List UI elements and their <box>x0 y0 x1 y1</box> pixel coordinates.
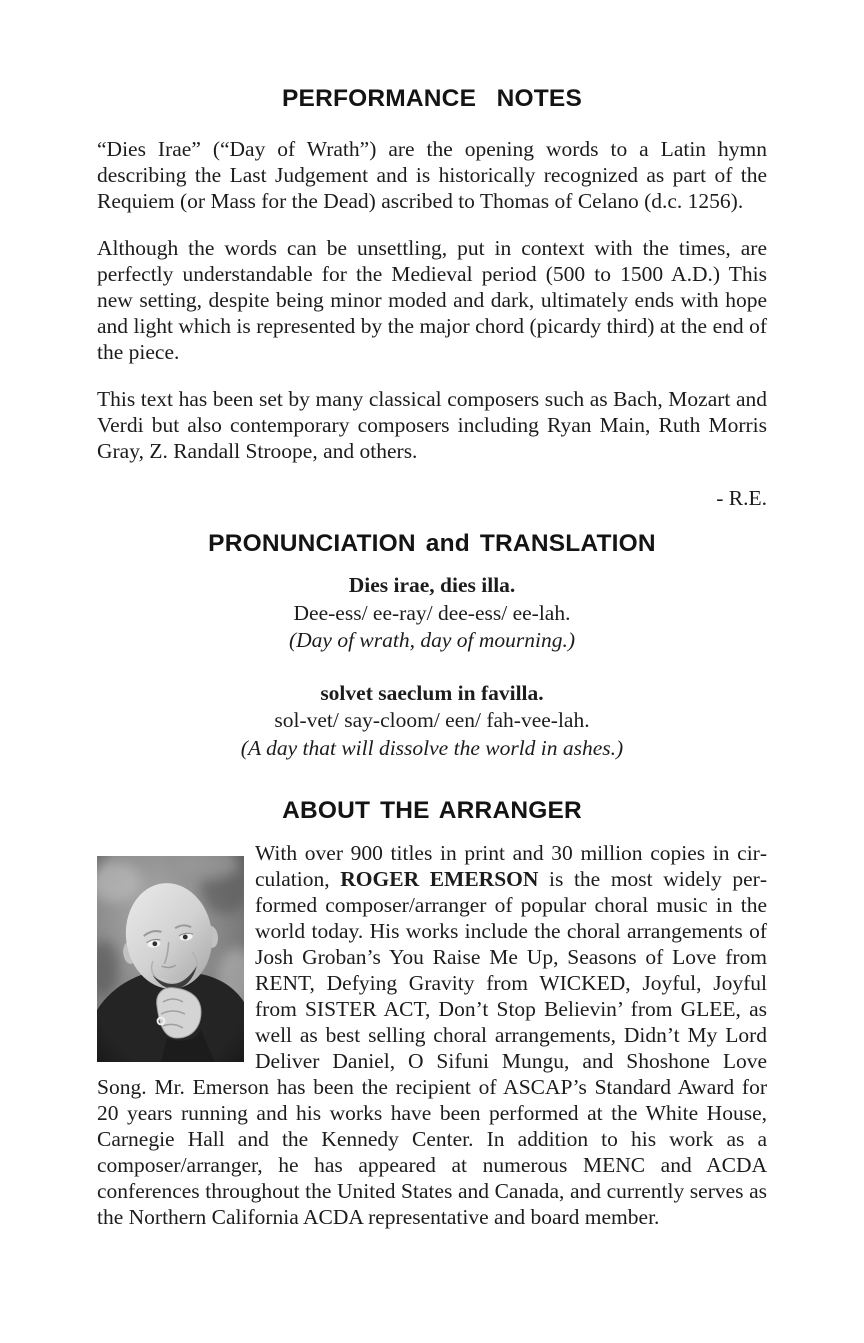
arranger-photo <box>97 856 244 1062</box>
latin-text: solvet saeclum in favilla. <box>320 680 544 705</box>
translation-text: (Day of wrath, day of mourning.) <box>288 628 576 652</box>
translation-text: (A day that will dissolve the world in ashes.) <box>240 735 624 760</box>
performance-notes-paragraph-3: This text has been set by many classical composers such as Bach, Mozart and Verdi but also contemporary composers including Ryan Main, Ruth Morris Gray, Z. Randall Stroope, and others. <box>97 387 767 463</box>
bio-text-after-name: is the most widely performed composer/arranger of popular choral music in the world today. His works include the choral arrangements of Josh Groban’s You Raise Me Up, Seasons of Love from RENT, Defying Gravity from WICKED, Joyful, Joyful from SISTER ACT, Don’t Stop Believin’ from GLEE, as well as best selling choral arrangements, Didn’t My Lord Deliver Daniel, O Sifuni Mungu, and Shoshone Love Song. Mr. Emerson has been the recipient of ASCAP’s Standard Award for 20 years running and his works have been performed at the White House, Carnegie Hall and the Kennedy Center. In addition to his work as a composer/arranger, he has appeared at numerous MENC and ACDA conferences throughout the United States and Canada, and currently serves as the Northern California ACDA representative and board member. <box>97 867 767 1229</box>
phonetic-text: sol-vet/ say-cloom/ een/ fah-vee-lah. <box>274 708 590 732</box>
about-arranger-title: ABOUT THE ARRANGER <box>282 797 582 824</box>
performance-notes-paragraph-2: Although the words can be unsettling, put in context with the times, are perfectly understandable for the Medieval period (500 to 1500 A.D.) This new setting, despite being minor moded and dark, ultimately ends with hope and light which is represented by the major chord (picardy third) at the end of the piece. <box>97 236 767 364</box>
pronunciation-entry-2 <box>97 680 767 763</box>
performance-notes-paragraph-1: “Dies Irae” (“Day of Wrath”) are the opening words to a Latin hymn describing the Last Judgement and is historically recognized as part of the Requiem (or Mass for the Dead) ascribed to Thomas of Celano (d.c. 1256). <box>97 137 767 213</box>
arranger-bio <box>97 840 767 1230</box>
bio-text-before-name: With over 900 titles in print and 30 million copies in circulation, <box>255 841 767 891</box>
phonetic-text: Dee-ess/ ee-ray/ dee-ess/ ee-lah. <box>293 600 571 625</box>
performance-notes-title: PERFORMANCE NOTES <box>281 85 582 112</box>
about-arranger-section <box>97 796 767 1230</box>
pronunciation-title: PRONUNCIATION and TRANSLATION <box>208 530 656 557</box>
pronunciation-entry-1 <box>97 572 767 655</box>
latin-text: Dies irae, dies illa. <box>348 573 516 597</box>
arranger-name: ROGER EMERSON <box>340 867 539 891</box>
pronunciation-section <box>97 529 767 762</box>
performance-notes-section <box>97 84 767 511</box>
author-attribution: - R.E. <box>716 486 767 510</box>
